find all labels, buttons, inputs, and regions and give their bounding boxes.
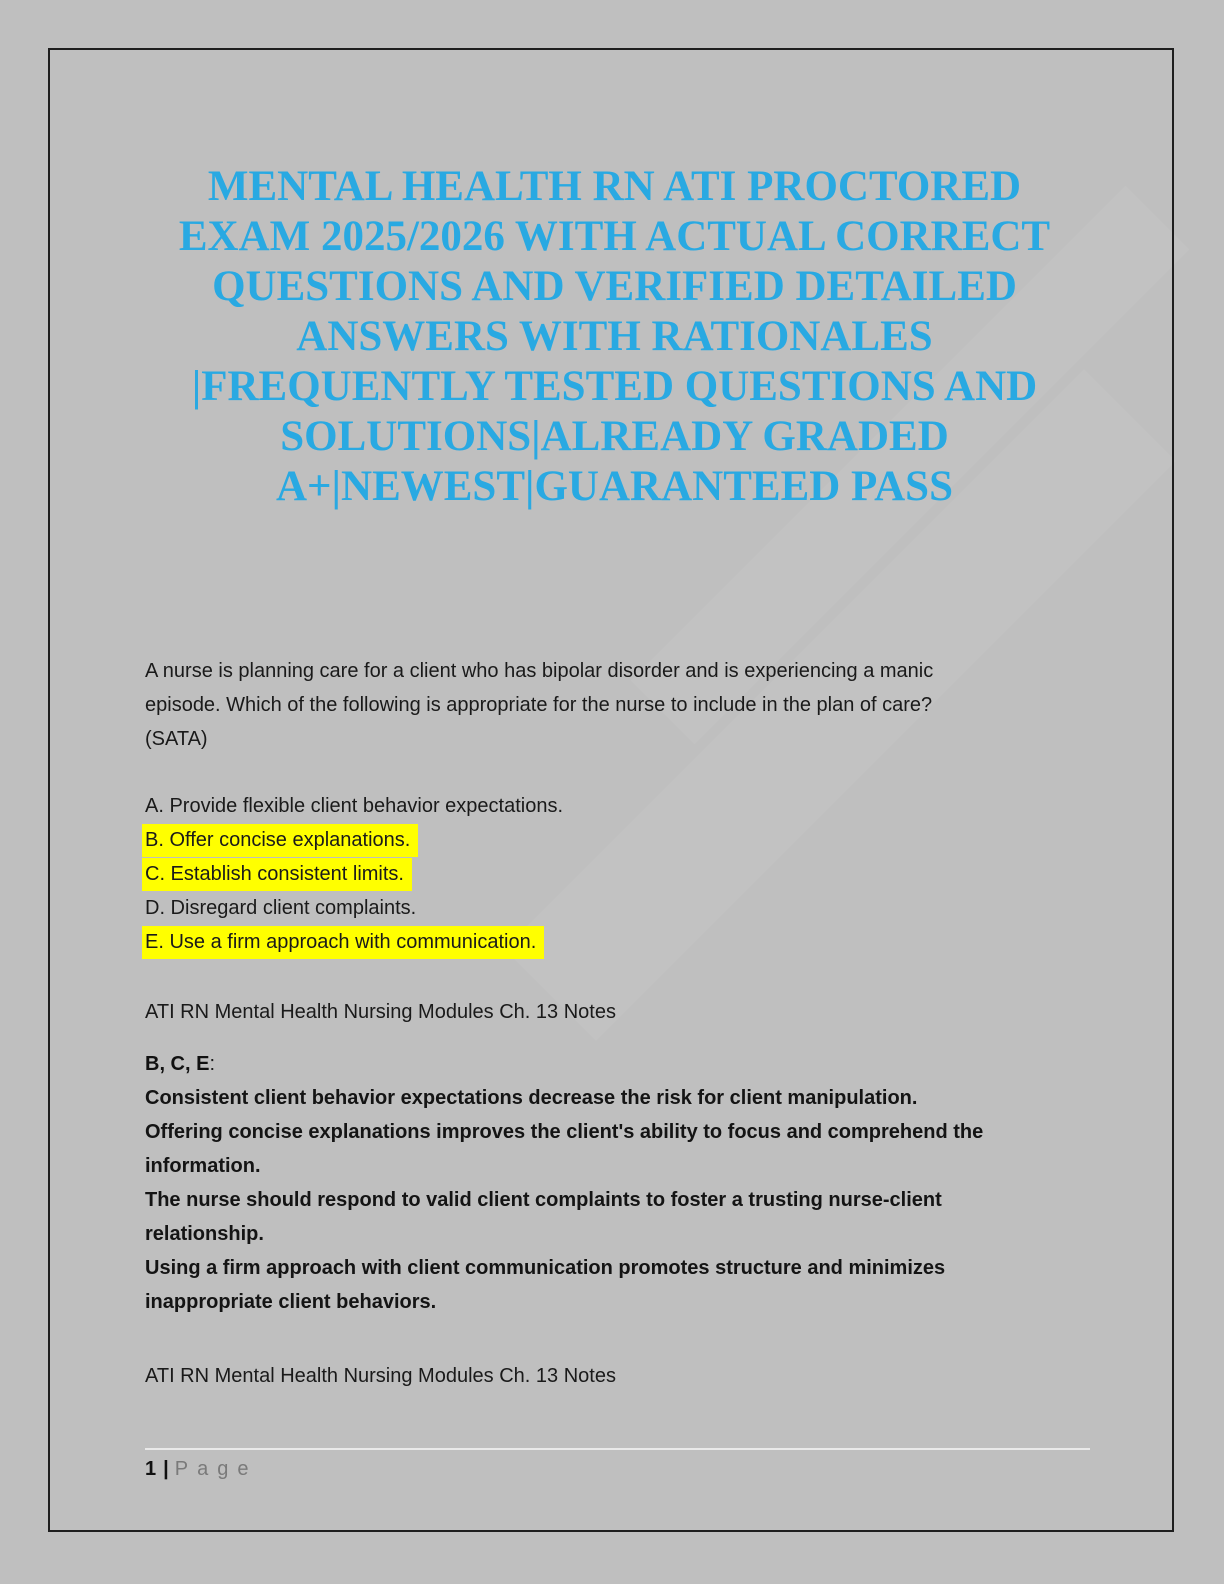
rationale-line: inappropriate client behaviors. [145, 1291, 437, 1313]
rationale-line: The nurse should respond to valid client complaints to foster a trusting nurse-client [145, 1189, 942, 1211]
source-note: ATI RN Mental Health Nursing Modules Ch. 13 Notes [145, 1365, 616, 1387]
answer-key [145, 1047, 1084, 1081]
question-line: (SATA) [145, 728, 208, 750]
option-a [145, 789, 1084, 823]
rationale-line: Using a firm approach with client communication promotes structure and minimizes [145, 1257, 946, 1279]
option-d-text: D. Disregard client complaints. [145, 897, 417, 919]
option-a-text: A. Provide flexible client behavior expectations. [145, 795, 564, 817]
page-number: 1 [145, 1458, 157, 1480]
page-footer [145, 1454, 1084, 1484]
document-page [48, 48, 1174, 1532]
source-note: ATI RN Mental Health Nursing Modules Ch. 13 Notes [145, 1001, 616, 1023]
title-line: EXAM 2025/2026 WITH ACTUAL CORRECT [178, 213, 1051, 260]
title-line: |FREQUENTLY TESTED QUESTIONS AND [191, 363, 1038, 410]
page-content [50, 162, 1172, 1532]
question-paragraph [145, 654, 1084, 756]
option-e [145, 925, 1084, 959]
option-d [145, 891, 1084, 925]
rationale-line: information. [145, 1155, 261, 1177]
title-line: ANSWERS WITH RATIONALES [296, 313, 933, 360]
question-line: A nurse is planning care for a client who has bipolar disorder and is experiencing a manic [145, 660, 934, 682]
option-c [145, 857, 1084, 891]
rationale-line: Offering concise explanations improves the client's ability to focus and comprehend the [145, 1121, 984, 1143]
rationale-line: Consistent client behavior expectations decrease the risk for client manipulation. [145, 1087, 918, 1109]
answer-key-colon: : [209, 1053, 216, 1075]
title-line: A+|NEWEST|GUARANTEED PASS [275, 463, 954, 510]
answer-key-letters: B, C, E [145, 1053, 210, 1075]
footer-page-label: Page [174, 1458, 258, 1480]
document-title [145, 162, 1084, 512]
option-c-text-highlighted: C. Establish consistent limits. [142, 858, 412, 891]
option-b-text-highlighted: B. Offer concise explanations. [142, 824, 418, 857]
rationale-paragraph [145, 1081, 1084, 1319]
footer-divider [145, 1448, 1090, 1450]
title-line: QUESTIONS AND VERIFIED DETAILED [212, 263, 1017, 310]
options-list [145, 789, 1084, 959]
option-b [145, 823, 1084, 857]
option-e-text-highlighted: E. Use a firm approach with communication. [142, 926, 544, 959]
title-line: MENTAL HEALTH RN ATI PROCTORED [207, 163, 1022, 210]
title-line: SOLUTIONS|ALREADY GRADED [280, 413, 949, 460]
rationale-line: relationship. [145, 1223, 264, 1245]
question-line: episode. Which of the following is appropriate for the nurse to include in the plan of care? [145, 694, 933, 716]
footer-separator: | [163, 1458, 169, 1480]
